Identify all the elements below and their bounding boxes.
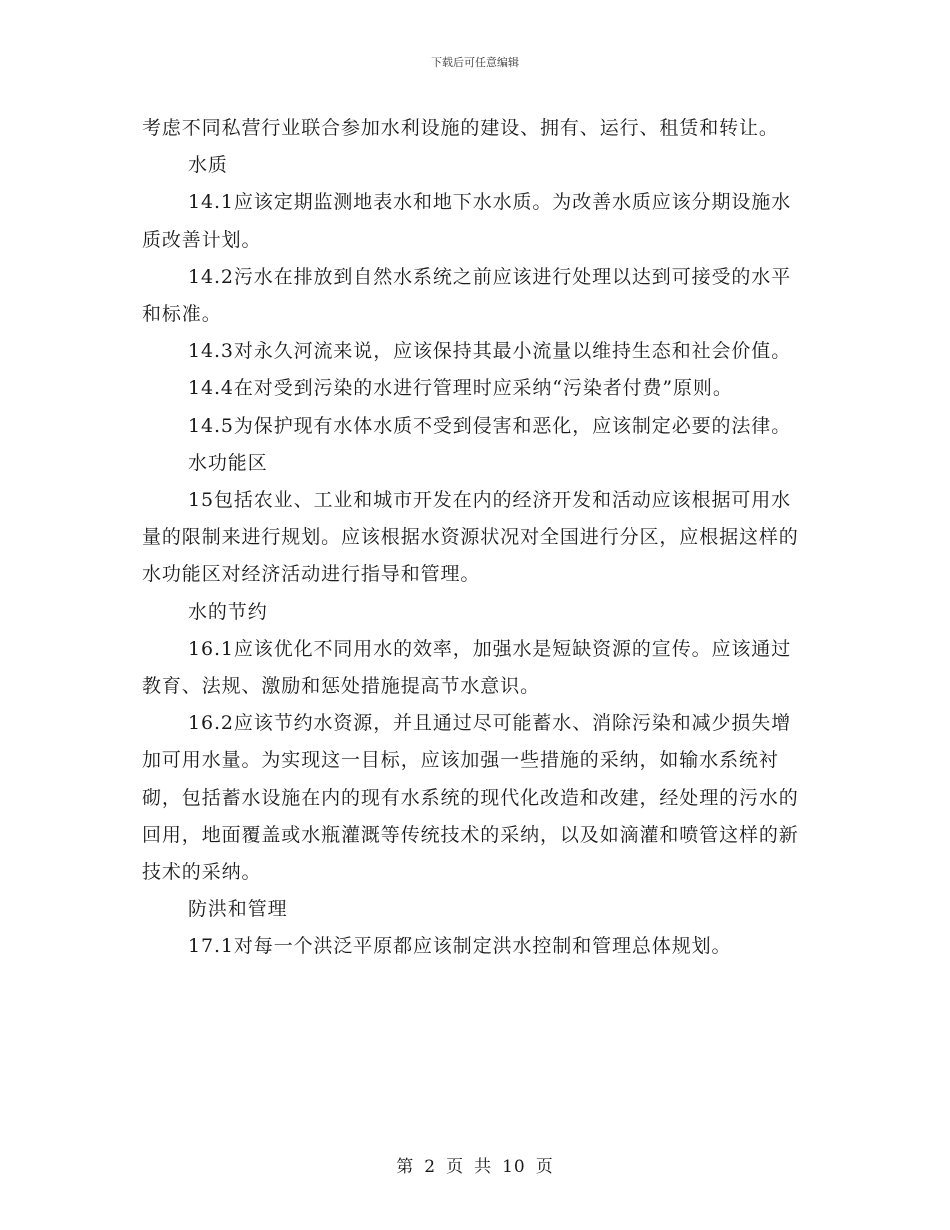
footer-suffix: 页 (535, 1157, 554, 1177)
paragraph-16-2: 16.2应该节约水资源，并且通过尽可能蓄水、消除污染和减少损失增加可用水量。为实现这一目标，应该加强一些措施的采纳，如输水系统衬砌，包括蓄水设施在内的现有水系统的现代化改造和改建，经处理的污水的回用，地面覆盖或水瓶灌溉等传统技术的采纳，以及如滴灌和喷管这样的新技术的采纳。 (142, 712, 799, 884)
document-body (142, 110, 802, 966)
paragraph-16-1: 16.1应该优化不同用水的效率，加强水是短缺资源的宣传。应该通过教育、法规、激励和惩处措施提高节水意识。 (142, 637, 792, 698)
heading-water-function-zones: 水功能区 (188, 451, 268, 474)
footer-page-word: 页 (446, 1157, 465, 1177)
header-note: 下载后可任意编辑 (431, 56, 519, 69)
heading-water-saving: 水的节约 (188, 600, 268, 623)
footer-prefix: 第 (396, 1157, 415, 1177)
paragraph-private-sector: 考虑不同私营行业联合参加水利设施的建设、拥有、运行、租赁和转让。 (142, 117, 779, 139)
page-current: 2 (424, 1157, 437, 1177)
paragraph-17-1: 17.1对每一个洪泛平原都应该制定洪水控制和管理总体规划。 (188, 935, 732, 958)
paragraph-14-4: 14.4在对受到污染的水进行管理时应采纳“污染者付费”原则。 (188, 377, 733, 400)
paragraph-14-2: 14.2污水在排放到自然水系统之前应该进行处理以达到可接受的水平和标准。 (142, 265, 792, 326)
page-footer (0, 1152, 950, 1177)
footer-total-word: 共 (474, 1157, 493, 1177)
paragraph-14-3: 14.3对永久河流来说，应该保持其最小流量以维持生态和社会价值。 (188, 340, 792, 363)
page-total: 10 (502, 1157, 526, 1177)
heading-flood-control: 防洪和管理 (188, 898, 288, 921)
paragraph-14-5: 14.5为保护现有水体水质不受到侵害和恶化，应该制定必要的法律。 (188, 414, 792, 437)
heading-water-quality: 水质 (188, 154, 228, 177)
paragraph-15: 15包括农业、工业和城市开发在内的经济开发和活动应该根据可用水量的限制来进行规划。应该根据水资源状况对全国进行分区，应根据这样的水功能区对经济活动进行指导和管理。 (142, 489, 799, 586)
paragraph-14-1: 14.1应该定期监测地表水和地下水水质。为改善水质应该分期设施水质改善计划。 (142, 191, 792, 251)
